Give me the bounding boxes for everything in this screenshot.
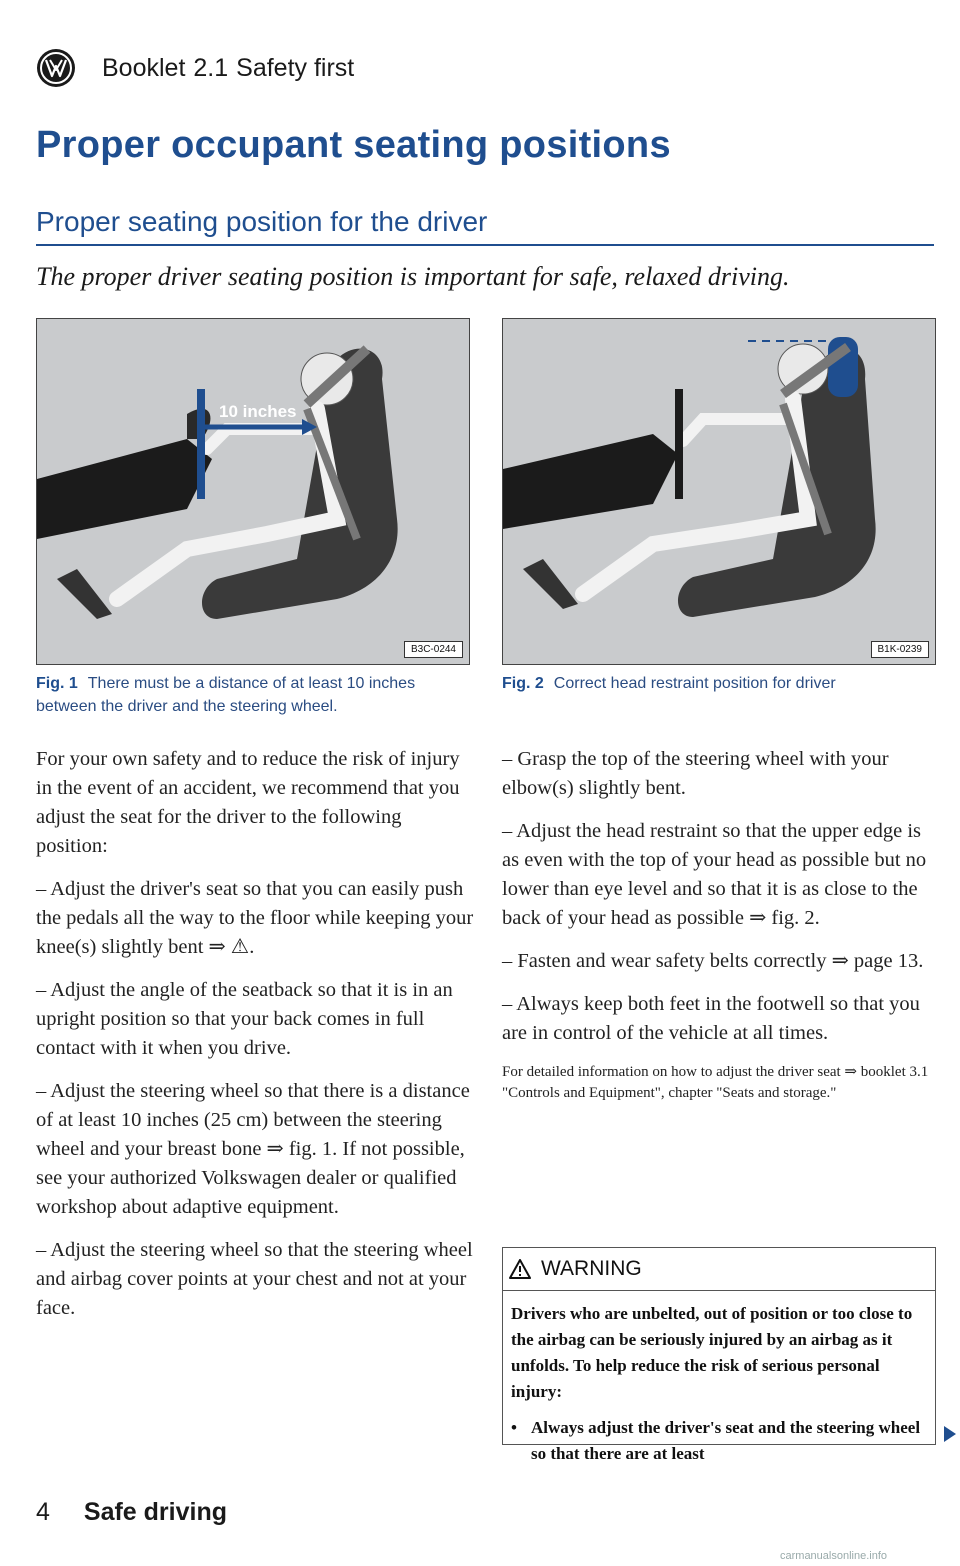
caption-text: Correct head restraint position for driver <box>553 675 836 692</box>
vw-logo-icon <box>36 48 76 88</box>
warning-title: WARNING <box>541 1257 642 1280</box>
section-title: Proper seating position for the driver <box>36 206 488 237</box>
warning-box <box>502 1247 936 1463</box>
bullet-text: Always adjust the driver's seat and the steering wheel so that there are at least <box>530 1418 921 1463</box>
figure-label: Fig. 1 <box>36 675 78 692</box>
caption-text: There must be a distance of at least 10 inches between the driver and the steering wheel. <box>36 675 416 715</box>
figure-2-caption <box>502 672 938 695</box>
footer-section: Safe driving <box>83 1498 227 1526</box>
paragraph: For your own safety and to reduce the risk of injury in the event of an accident, we recommend that you adjust the seat for the driver to the following position: <box>36 748 460 857</box>
instruction-item: – Adjust the steering wheel so that the steering wheel and airbag cover points at your chest and not at your face. <box>36 1239 473 1319</box>
driver-seat-illustration <box>37 319 469 664</box>
page-title: Proper occupant seating positions <box>36 124 671 166</box>
page-footer <box>36 1498 227 1527</box>
figure-label: Fig. 2 <box>502 675 544 692</box>
continue-arrow-icon <box>944 1426 956 1442</box>
page-number: 4 <box>36 1498 50 1526</box>
reference-note: For detailed information on how to adjust the driver seat ⇒ booklet 3.1 "Controls and Equipment", chapter "Seats and storage." <box>502 1064 929 1101</box>
warning-bullet <box>511 1415 927 1467</box>
instruction-item: – Adjust the driver's seat so that you can easily push the pedals all the way to the floor while keeping your knee(s) slightly bent ⇒ ⚠. <box>36 878 474 958</box>
bullet-icon: • <box>511 1418 517 1437</box>
instruction-item: – Adjust the head restraint so that the upper edge is as even with the top of your head as possible but no lower than eye level and so that it is as close to the back of your head as possible ⇒ fig. 2. <box>502 820 927 929</box>
instruction-item: – Grasp the top of the steering wheel with your elbow(s) slightly bent. <box>502 748 889 799</box>
instruction-item: – Always keep both feet in the footwell so that you are in control of the vehicle at all times. <box>502 993 920 1044</box>
lead-text: The proper driver seating position is important for safe, relaxed driving. <box>36 262 790 291</box>
warning-header <box>503 1248 935 1291</box>
figure-1-caption <box>36 672 472 718</box>
section-rule <box>36 244 934 246</box>
warning-triangle-icon <box>509 1259 531 1279</box>
distance-annotation: 10 inches <box>219 402 297 421</box>
booklet-number: 2.1 <box>193 53 229 82</box>
instruction-item: – Fasten and wear safety belts correctly ⇒ page 13. <box>502 950 924 972</box>
head-restraint-illustration <box>503 319 935 664</box>
figure-1-image <box>36 318 470 665</box>
booklet-word: Booklet <box>102 53 186 82</box>
booklet-label <box>102 54 362 83</box>
warning-body <box>503 1291 935 1467</box>
figure-2-image <box>502 318 936 665</box>
left-column <box>36 745 476 1337</box>
instruction-item: – Adjust the angle of the seatback so that it is in an upright position so that your back comes in full contact with it when you drive. <box>36 979 453 1059</box>
warning-text: Drivers who are unbelted, out of position or too close to the airbag can be seriously injured by an airbag as it unfolds. To help reduce the risk of serious personal injury: <box>511 1304 913 1401</box>
page-header <box>36 48 362 88</box>
right-column <box>502 745 942 1118</box>
figure-code: B3C-0244 <box>404 641 463 658</box>
instruction-item: – Adjust the steering wheel so that there is a distance of at least 10 inches (25 cm) between the steering wheel and your breast bone ⇒ fig. 1. If not possible, see your authorized Volkswagen dealer or qualified workshop about adaptive equipment. <box>36 1080 470 1218</box>
watermark: carmanualsonline.info <box>780 1550 888 1562</box>
figure-code: B1K-0239 <box>871 641 929 658</box>
booklet-title: Safety first <box>236 53 355 82</box>
